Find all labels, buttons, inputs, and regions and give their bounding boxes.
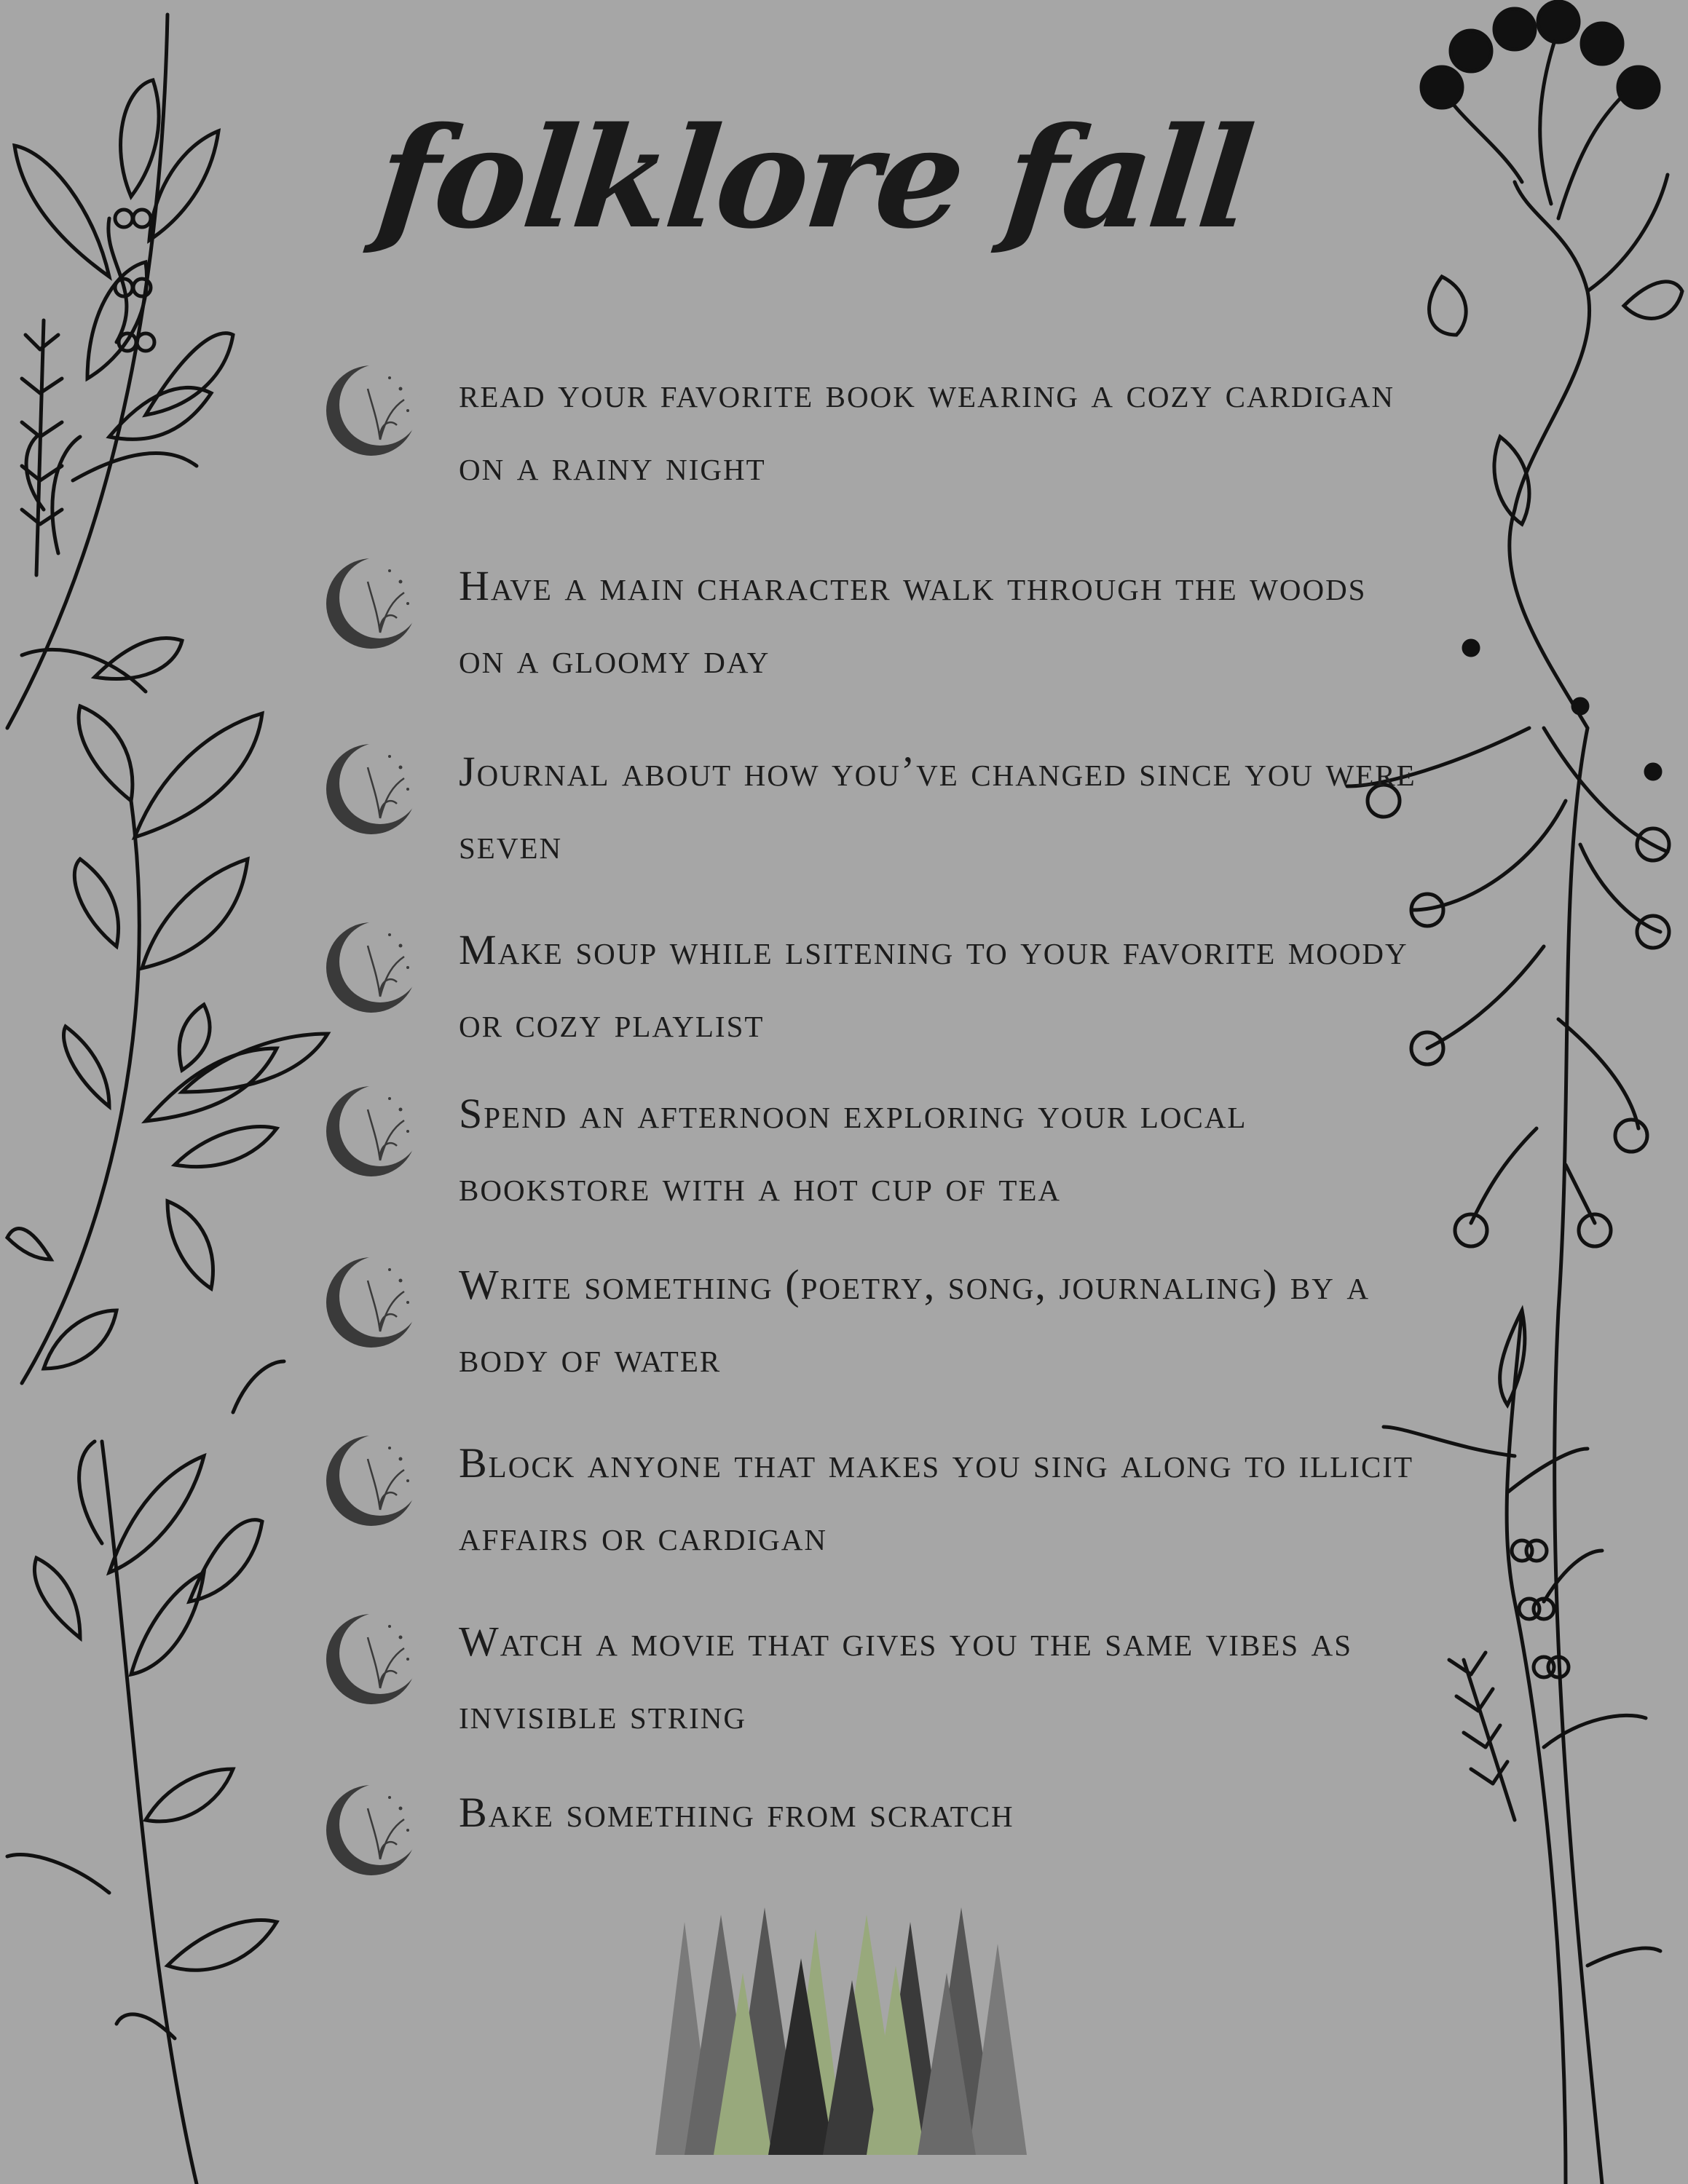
list-item-text: Bake something from scratch xyxy=(459,1789,1014,1836)
list-item-text: Block anyone that makes you sing along to illicit affairs or cardigan xyxy=(459,1439,1413,1559)
list-item-text: Watch a movie that gives you the same vibes as invisible string xyxy=(459,1618,1353,1738)
list-item xyxy=(320,550,1398,695)
list-item-text: Write something (poetry, song, journaling) by a body of water xyxy=(459,1261,1370,1381)
list-item-text: Spend an afternoon exploring your local bookstore with a hot cup of tea xyxy=(459,1090,1247,1210)
bottom-left-branch-icon xyxy=(7,1361,284,2184)
crescent-moon-icon xyxy=(320,1080,422,1182)
list-item xyxy=(320,1605,1398,1751)
bottom-right-branch-icon xyxy=(1384,1310,1660,2184)
crescent-moon-icon xyxy=(320,1608,422,1710)
pine-trees-icon xyxy=(655,1900,1034,2162)
crescent-moon-icon xyxy=(320,553,422,654)
list-item-text: Have a main character walk through the woods on a gloomy day xyxy=(459,562,1367,682)
top-left-branch-icon xyxy=(7,15,233,728)
crescent-moon-icon xyxy=(320,738,422,840)
list-item xyxy=(320,1249,1398,1394)
list-item-text: Make soup while lsitening to your favorite moody or cozy playlist xyxy=(459,926,1408,1046)
list-item xyxy=(320,914,1408,1059)
mid-left-vine-icon xyxy=(7,706,328,1383)
list-item xyxy=(320,1077,1398,1223)
crescent-moon-icon xyxy=(320,917,422,1018)
page-title: folklore fall xyxy=(370,97,1258,259)
list-item-text: Journal about how you’ve changed since you were seven xyxy=(459,748,1416,868)
crescent-moon-icon xyxy=(320,1430,422,1532)
list-item-text: read your favorite book wearing a cozy cardigan on a rainy night xyxy=(459,369,1395,489)
list-item xyxy=(320,357,1398,502)
crescent-moon-icon xyxy=(320,360,422,462)
list-item xyxy=(320,1427,1413,1572)
list-item xyxy=(320,735,1416,881)
crescent-moon-icon xyxy=(320,1251,422,1353)
crescent-moon-icon xyxy=(320,1779,422,1881)
